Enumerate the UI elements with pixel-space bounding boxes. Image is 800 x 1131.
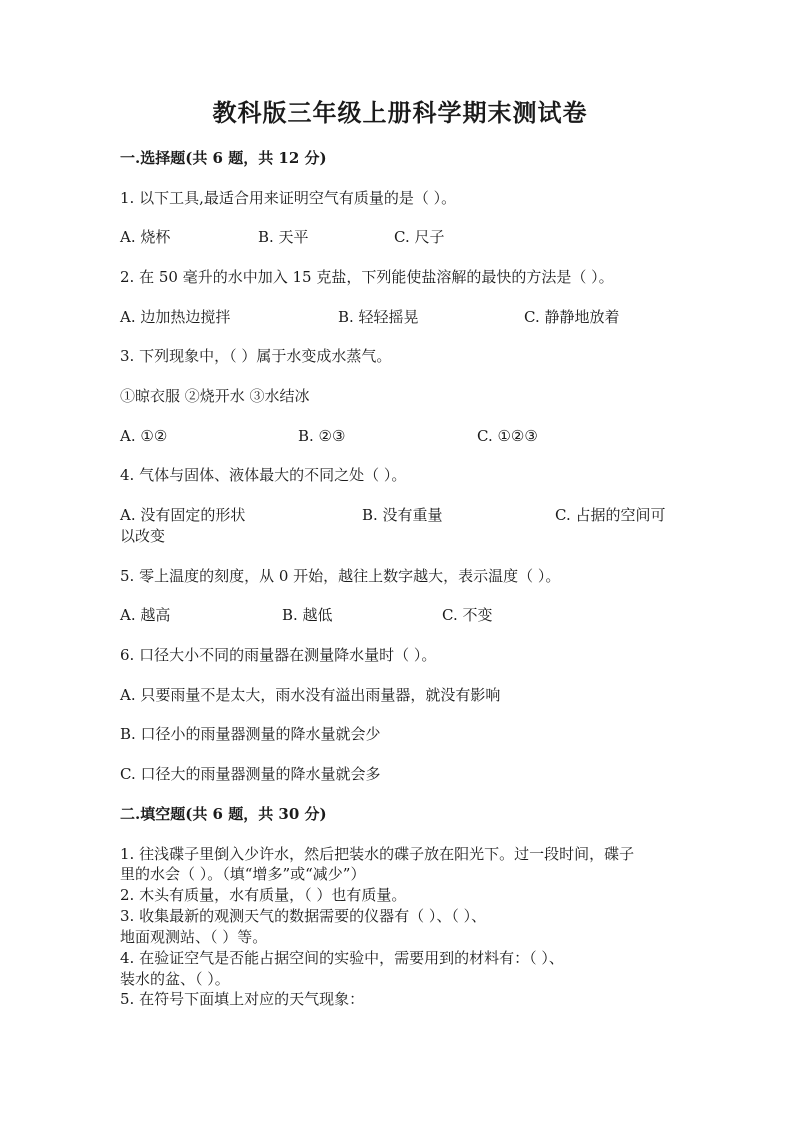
option-a: A. 没有固定的形状: [120, 506, 246, 524]
question-3-options: [120, 425, 680, 447]
fill-question-line: 2. 木头有质量，水有质量，（ ）也有质量。: [120, 886, 407, 904]
question-6-option-b: B. 口径小的雨量器测量的降水量就会少: [120, 725, 381, 743]
option-a: A. 烧杯: [120, 228, 171, 246]
question-3-items: ①晾衣服 ②烧开水 ③水结冰: [120, 387, 310, 405]
section-heading-fill-in: 二.填空题(共 6 题，共 30 分): [120, 805, 327, 823]
option-c: C. 占据的空间可: [555, 506, 666, 524]
option-a: A. ①②: [120, 427, 168, 445]
fill-question-line: 4. 在验证空气是否能占据空间的实验中，需要用到的材料有：（ ）、: [120, 949, 564, 967]
question-6-stem: 6. 口径大小不同的雨量器在测量降水量时（ ）。: [120, 646, 437, 664]
option-b: B. 轻轻摇晃: [338, 308, 419, 326]
option-a: A. 越高: [120, 606, 171, 624]
question-6-option-a: A. 只要雨量不是太大，雨水没有溢出雨量器，就没有影响: [120, 686, 501, 704]
question-2-options: [120, 306, 680, 328]
question-5-stem: 5. 零上温度的刻度，从 0 开始，越往上数字越大，表示温度（ ）。: [120, 567, 561, 585]
option-c: C. ①②③: [477, 427, 538, 445]
fill-question-line: 5. 在符号下面填上对应的天气现象：: [120, 990, 365, 1008]
option-b: B. 没有重量: [362, 506, 443, 524]
question-2-stem: 2. 在 50 毫升的水中加入 15 克盐，下列能使盐溶解的最快的方法是（ ）。: [120, 268, 614, 286]
fill-question-line: 里的水会（ ）。（填“增多”或“减少”）: [120, 865, 366, 883]
option-b: B. 天平: [258, 228, 309, 246]
option-b: B. 越低: [282, 606, 333, 624]
question-1-options: [120, 226, 680, 248]
option-b: B. ②③: [298, 427, 346, 445]
fill-question-line: 3. 收集最新的观测天气的数据需要的仪器有（ ）、（ ）、: [120, 907, 487, 925]
question-1-stem: 1. 以下工具,最适合用来证明空气有质量的是（ ）。: [120, 189, 457, 207]
option-c: C. 静静地放着: [524, 308, 620, 326]
exam-title: 教科版三年级上册科学期末测试卷: [212, 98, 588, 127]
fill-question-line: 1. 往浅碟子里倒入少许水，然后把装水的碟子放在阳光下。过一段时间，碟子: [120, 845, 635, 863]
question-6-option-c: C. 口径大的雨量器测量的降水量就会多: [120, 765, 381, 783]
question-4-options: [120, 504, 680, 526]
question-5-options: [120, 604, 680, 626]
option-a: A. 边加热边搅拌: [120, 308, 231, 326]
question-4-option-c-continued: 以改变: [120, 527, 166, 545]
question-3-stem: 3. 下列现象中，（ ）属于水变成水蒸气。: [120, 347, 392, 365]
fill-question-line: 地面观测站、（ ）等。: [120, 928, 268, 946]
fill-question-line: 装水的盆、（ ）。: [120, 970, 230, 988]
section-heading-choice: 一.选择题(共 6 题，共 12 分): [120, 149, 327, 167]
option-c: C. 尺子: [394, 228, 445, 246]
question-4-stem: 4. 气体与固体、液体最大的不同之处（ ）。: [120, 466, 407, 484]
option-c: C. 不变: [442, 606, 493, 624]
